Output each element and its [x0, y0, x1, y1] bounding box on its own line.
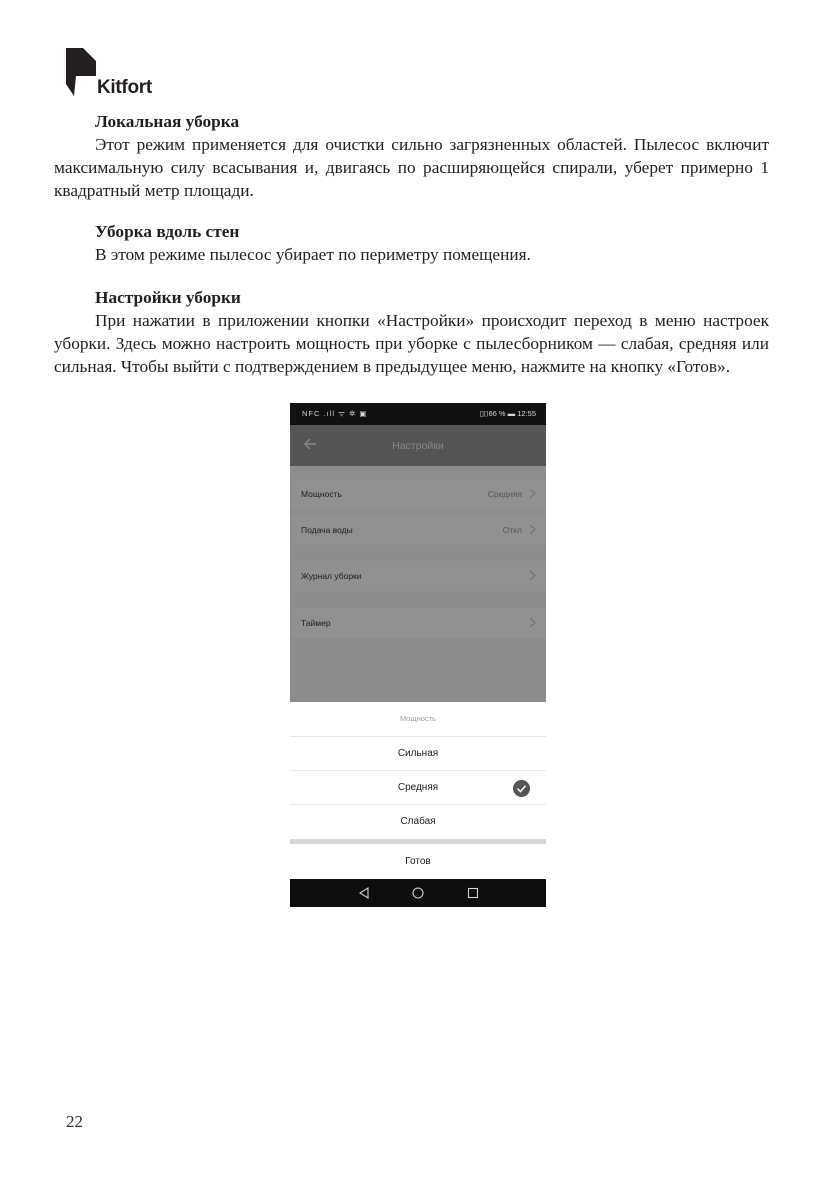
section-paragraph: Этот режим применяется для очистки сильно загрязненных областей. Пылесос включит максимальную силу всасывания и, двигаясь по расширяющейся спирали, уберет примерно 1 квадратный метр площади. [54, 135, 769, 200]
status-icons-right: ▯⌷66 % ▬ 12:55 [479, 409, 536, 418]
app-bar-title: Настройки [392, 440, 444, 452]
settings-row-water[interactable] [290, 515, 546, 545]
settings-row-label: Журнал уборки [301, 571, 362, 581]
sheet-title: Мощность [399, 714, 437, 723]
section-heading: Уборка вдоль стен [95, 222, 240, 241]
chevron-right-icon [529, 524, 536, 535]
chevron-right-icon [529, 570, 536, 581]
check-circle-icon [513, 780, 530, 797]
system-nav-bar [290, 879, 546, 907]
section-wall-cleaning [54, 220, 769, 266]
done-button[interactable]: Готов [290, 844, 546, 879]
section-paragraph: В этом режиме пылесос убирает по периметру помещения. [95, 245, 531, 264]
settings-row-timer[interactable] [290, 608, 546, 638]
section-paragraph: При нажатии в приложении кнопки «Настройки» происходит переход в меню настроек уборки. Здесь можно настроить мощность при уборке с пылесборником — слабая, средняя или сильная. Чтобы выйти с подтверждением в предыдущее меню, нажмите на кнопку «Готов». [54, 311, 769, 376]
option-label: Средняя [397, 782, 439, 793]
chevron-right-icon [529, 488, 536, 499]
section-cleaning-settings [54, 286, 769, 378]
section-heading: Локальная уборка [95, 112, 240, 131]
settings-row-label: Таймер [301, 618, 331, 628]
page-number: 22 [66, 1112, 83, 1131]
kitfort-logo-mark-icon [66, 48, 98, 96]
chevron-right-icon [529, 617, 536, 628]
option-weak[interactable] [290, 804, 546, 839]
option-strong[interactable] [290, 736, 546, 771]
phone-screenshot [290, 403, 546, 907]
settings-row-history[interactable] [290, 561, 546, 591]
status-icons-left: NFC .ıll ᯤ ✲ ▣ [302, 409, 368, 418]
section-heading: Настройки уборки [95, 288, 241, 307]
option-label: Сильная [397, 748, 439, 759]
settings-row-value: Откл [502, 525, 522, 535]
option-label: Слабая [400, 816, 436, 827]
logo-brand-text: Kitfort [97, 77, 152, 98]
section-local-cleaning [54, 110, 769, 202]
option-medium[interactable] [290, 770, 546, 805]
settings-row-power[interactable] [290, 479, 546, 509]
power-bottom-sheet [290, 702, 546, 879]
home-circle-icon[interactable] [412, 887, 424, 899]
settings-row-value: Средняя [487, 489, 522, 499]
app-bar [290, 425, 546, 466]
recents-square-icon[interactable] [467, 887, 479, 899]
status-bar [290, 403, 546, 425]
kitfort-logo [66, 48, 176, 100]
settings-row-label: Подача воды [301, 525, 353, 535]
settings-row-label: Мощность [301, 489, 342, 499]
back-triangle-icon[interactable] [358, 887, 370, 899]
